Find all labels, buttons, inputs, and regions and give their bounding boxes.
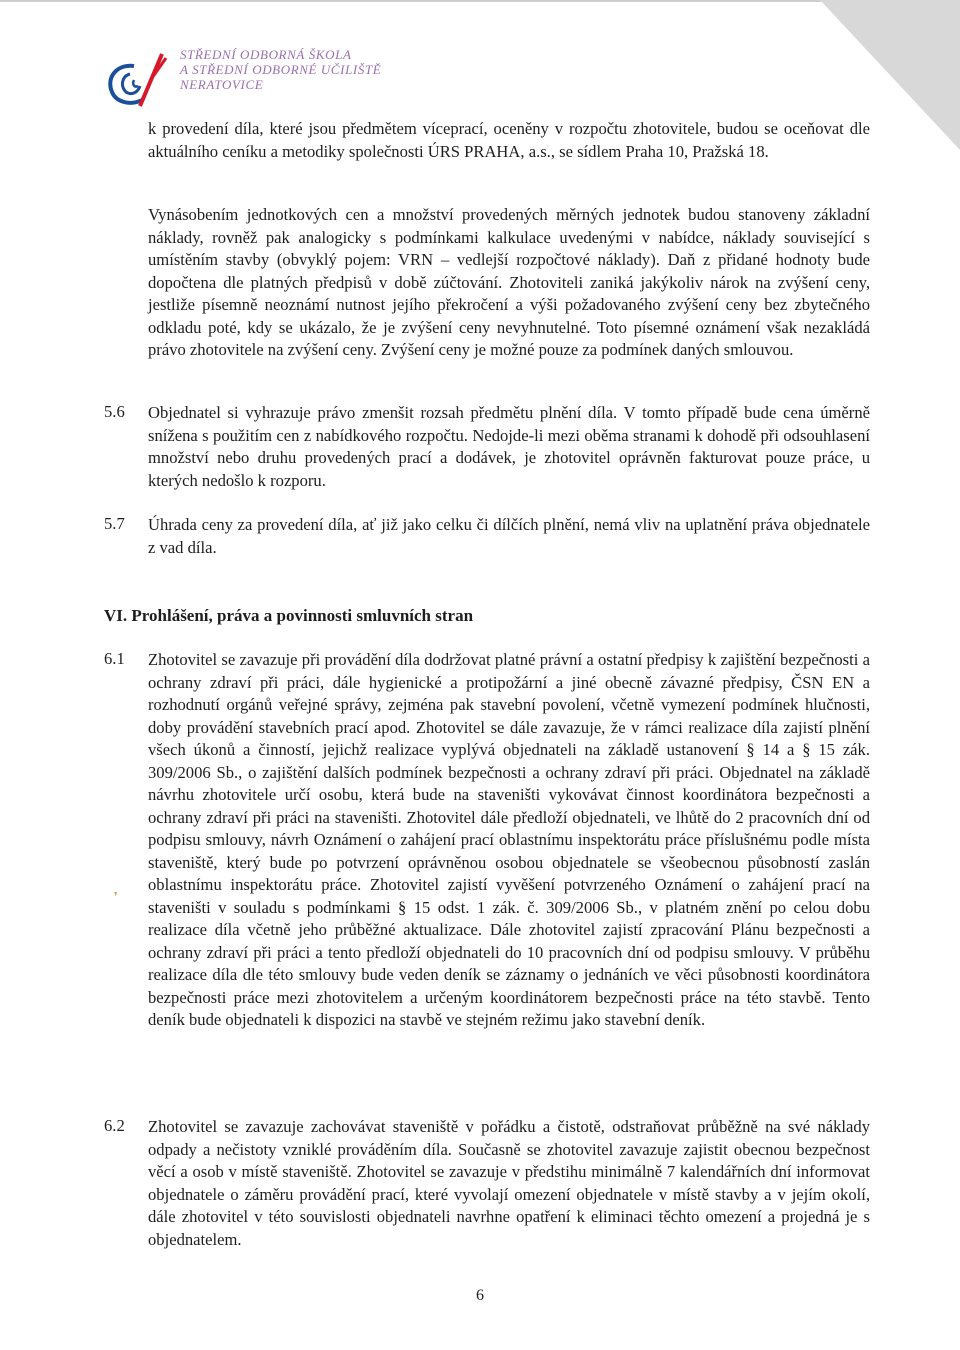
clause-text: Zhotovitel se zavazuje při provádění díla dodržovat platné právní a ostatní předpisy k zajištění bezpečnosti a ochrany zdraví při práci, dále hygienické a protipožární a jiné obecně závazné předpisy, ČSN EN a rozhodnutí orgánů veřejné správy, zejména pak stavební povolení, včetně vymezení podmínek hlučnosti, doby provádění stavebních prací apod. Zhotovitel se dále zavazuje, že v rámci realizace díla zajistí plnění všech úkonů a činností, jejichž realizace vyplývá objednateli na základě ustanovení § 14 a § 15 zák. 309/2006 Sb., o zajištění dalších podmínek bezpečnosti a ochrany zdraví při práci. Objednatel na základě návrhu zhotovitele určí osobu, která bude na staveništi vykovávat činnost koordinátora bezpečnosti a ochrany zdraví při práci na staveništi. Zhotovitel dále předloží objednateli, ve lhůtě do 2 pracovních dní od podpisu smlouvy, návrh Oznámení o zahájení prací oblastnímu inspektorátu práce příslušnému podle místa staveniště, který bude po potvrzení oprávněnou osobou objednatele se všeobecnou působností zaslán oblastnímu inspektorátu práce. Zhotovitel zajistí vyvěšení potvrzeného Oznámení o zahájení prací na staveništi v souladu s podmínkami § 15 odst. 1 zák. č. 309/2006 Sb., v platném znění po celou dobu realizace díla včetně jeho průběžné aktualizace. Dále zhotovitel zajistí zpracování Plánu bezpečnosti a ochrany zdraví při práci a tento předloží objednateli do 10 pracovních dní od podpisu smlouvy. V průběhu realizace díla dle této smlouvy bude veden deník se záznamy o jednáních ve věci působnosti koordinátora bezpečnosti práce mezi zhotovitelem a určeným koordinátorem bezpečnosti práce na této stavbě. Tento deník bude objednateli k dispozici na stavbě ve stejném režimu jako stavební deník. xyxy=(148,650,870,1029)
scan-speck: ❜ xyxy=(114,891,118,903)
scan-top-border xyxy=(0,0,900,2)
clause-5-6 xyxy=(104,402,870,492)
paragraph-continuation: k provedení díla, které jsou předmětem víceprací, oceněny v rozpočtu zhotovitele, budou se oceňovat dle aktuálního ceníku a metodiky společnosti ÚRS PRAHA, a.s., se sídlem Praha 10, Pražská 18. xyxy=(148,119,870,161)
clause-text: Zhotovitel se zavazuje zachovávat staveniště v pořádku a čistotě, odstraňovat průběžně na své náklady odpady a nečistoty vzniklé prováděním díla. Současně se zhotovitel zavazuje zajistit obecnou bezpečnost věcí a osob v místě staveniště. Zhotovitel se zavazuje v předstihu minimálně 7 kalendářních dní informovat objednatele o záměru provádění prací, které vyvolají omezení objednatele v místě stavby a v jejím okolí, dále zhotovitel v této souvislosti objednateli navrhne opatření k eliminaci těchto omezení a projedná je s objednatelem. xyxy=(148,1117,870,1249)
school-name-line-1: STŘEDNÍ ODBORNÁ ŠKOLA xyxy=(180,47,352,62)
clause-5-7 xyxy=(104,514,870,559)
school-logo xyxy=(104,48,184,112)
school-name-line-2: A STŘEDNÍ ODBORNÉ UČILIŠTĚ xyxy=(180,62,382,77)
clause-number: 5.7 xyxy=(104,514,125,533)
section-heading-vi: VI. Prohlášení, práva a povinnosti smluvních stran xyxy=(104,606,474,625)
clause-text: Objednatel si vyhrazuje právo zmenšit rozsah předmětu plnění díla. V tomto případě bude cena úměrně snížena s použitím cen z nabídkového rozpočtu. Nedojde-li mezi oběma stranami k dohodě při odsouhlasení množství nebo druhu provedených prací a dodávek, je zhotovitel oprávněn fakturovat pouze práce, u kterých nedošlo k rozporu. xyxy=(148,403,870,490)
clause-text: Úhrada ceny za provedení díla, ať již jako celku či dílčích plnění, nemá vliv na uplatnění práva objednatele z vad díla. xyxy=(148,515,870,557)
clause-number: 6.2 xyxy=(104,1116,125,1135)
clause-6-1 xyxy=(104,649,870,1032)
school-name-line-3: NERATOVICE xyxy=(180,77,264,92)
school-name xyxy=(180,47,381,92)
clause-number: 5.6 xyxy=(104,402,125,421)
clause-6-2 xyxy=(104,1116,870,1251)
clause-number: 6.1 xyxy=(104,649,125,668)
page-number: 6 xyxy=(476,1287,484,1304)
paragraph-base-costs: Vynásobením jednotkových cen a množství provedených měrných jednotek budou stanoveny základní náklady, rovněž pak analogicky s podmínkami kalkulace uvedenými v nabídce, náklady související s umístěním stavby (obvyklý pojem: VRN – vedlejší rozpočtové náklady). Daň z přidané hodnoty bude dopočtena dle platných předpisů v době zúčtování. Zhotoviteli zaniká jakýkoliv nárok na zvýšení ceny, jestliže písemně neoznámí nutnost jejího překročení a výši požadovaného zvýšení ceny bez zbytečného odkladu poté, kdy se ukázalo, že je zvýšení ceny nevyhnutelné. Toto písemné oznámení však nezakládá právo zhotovitele na zvýšení ceny. Zvýšení ceny je možné pouze za podmínek daných smlouvou. xyxy=(148,205,870,359)
